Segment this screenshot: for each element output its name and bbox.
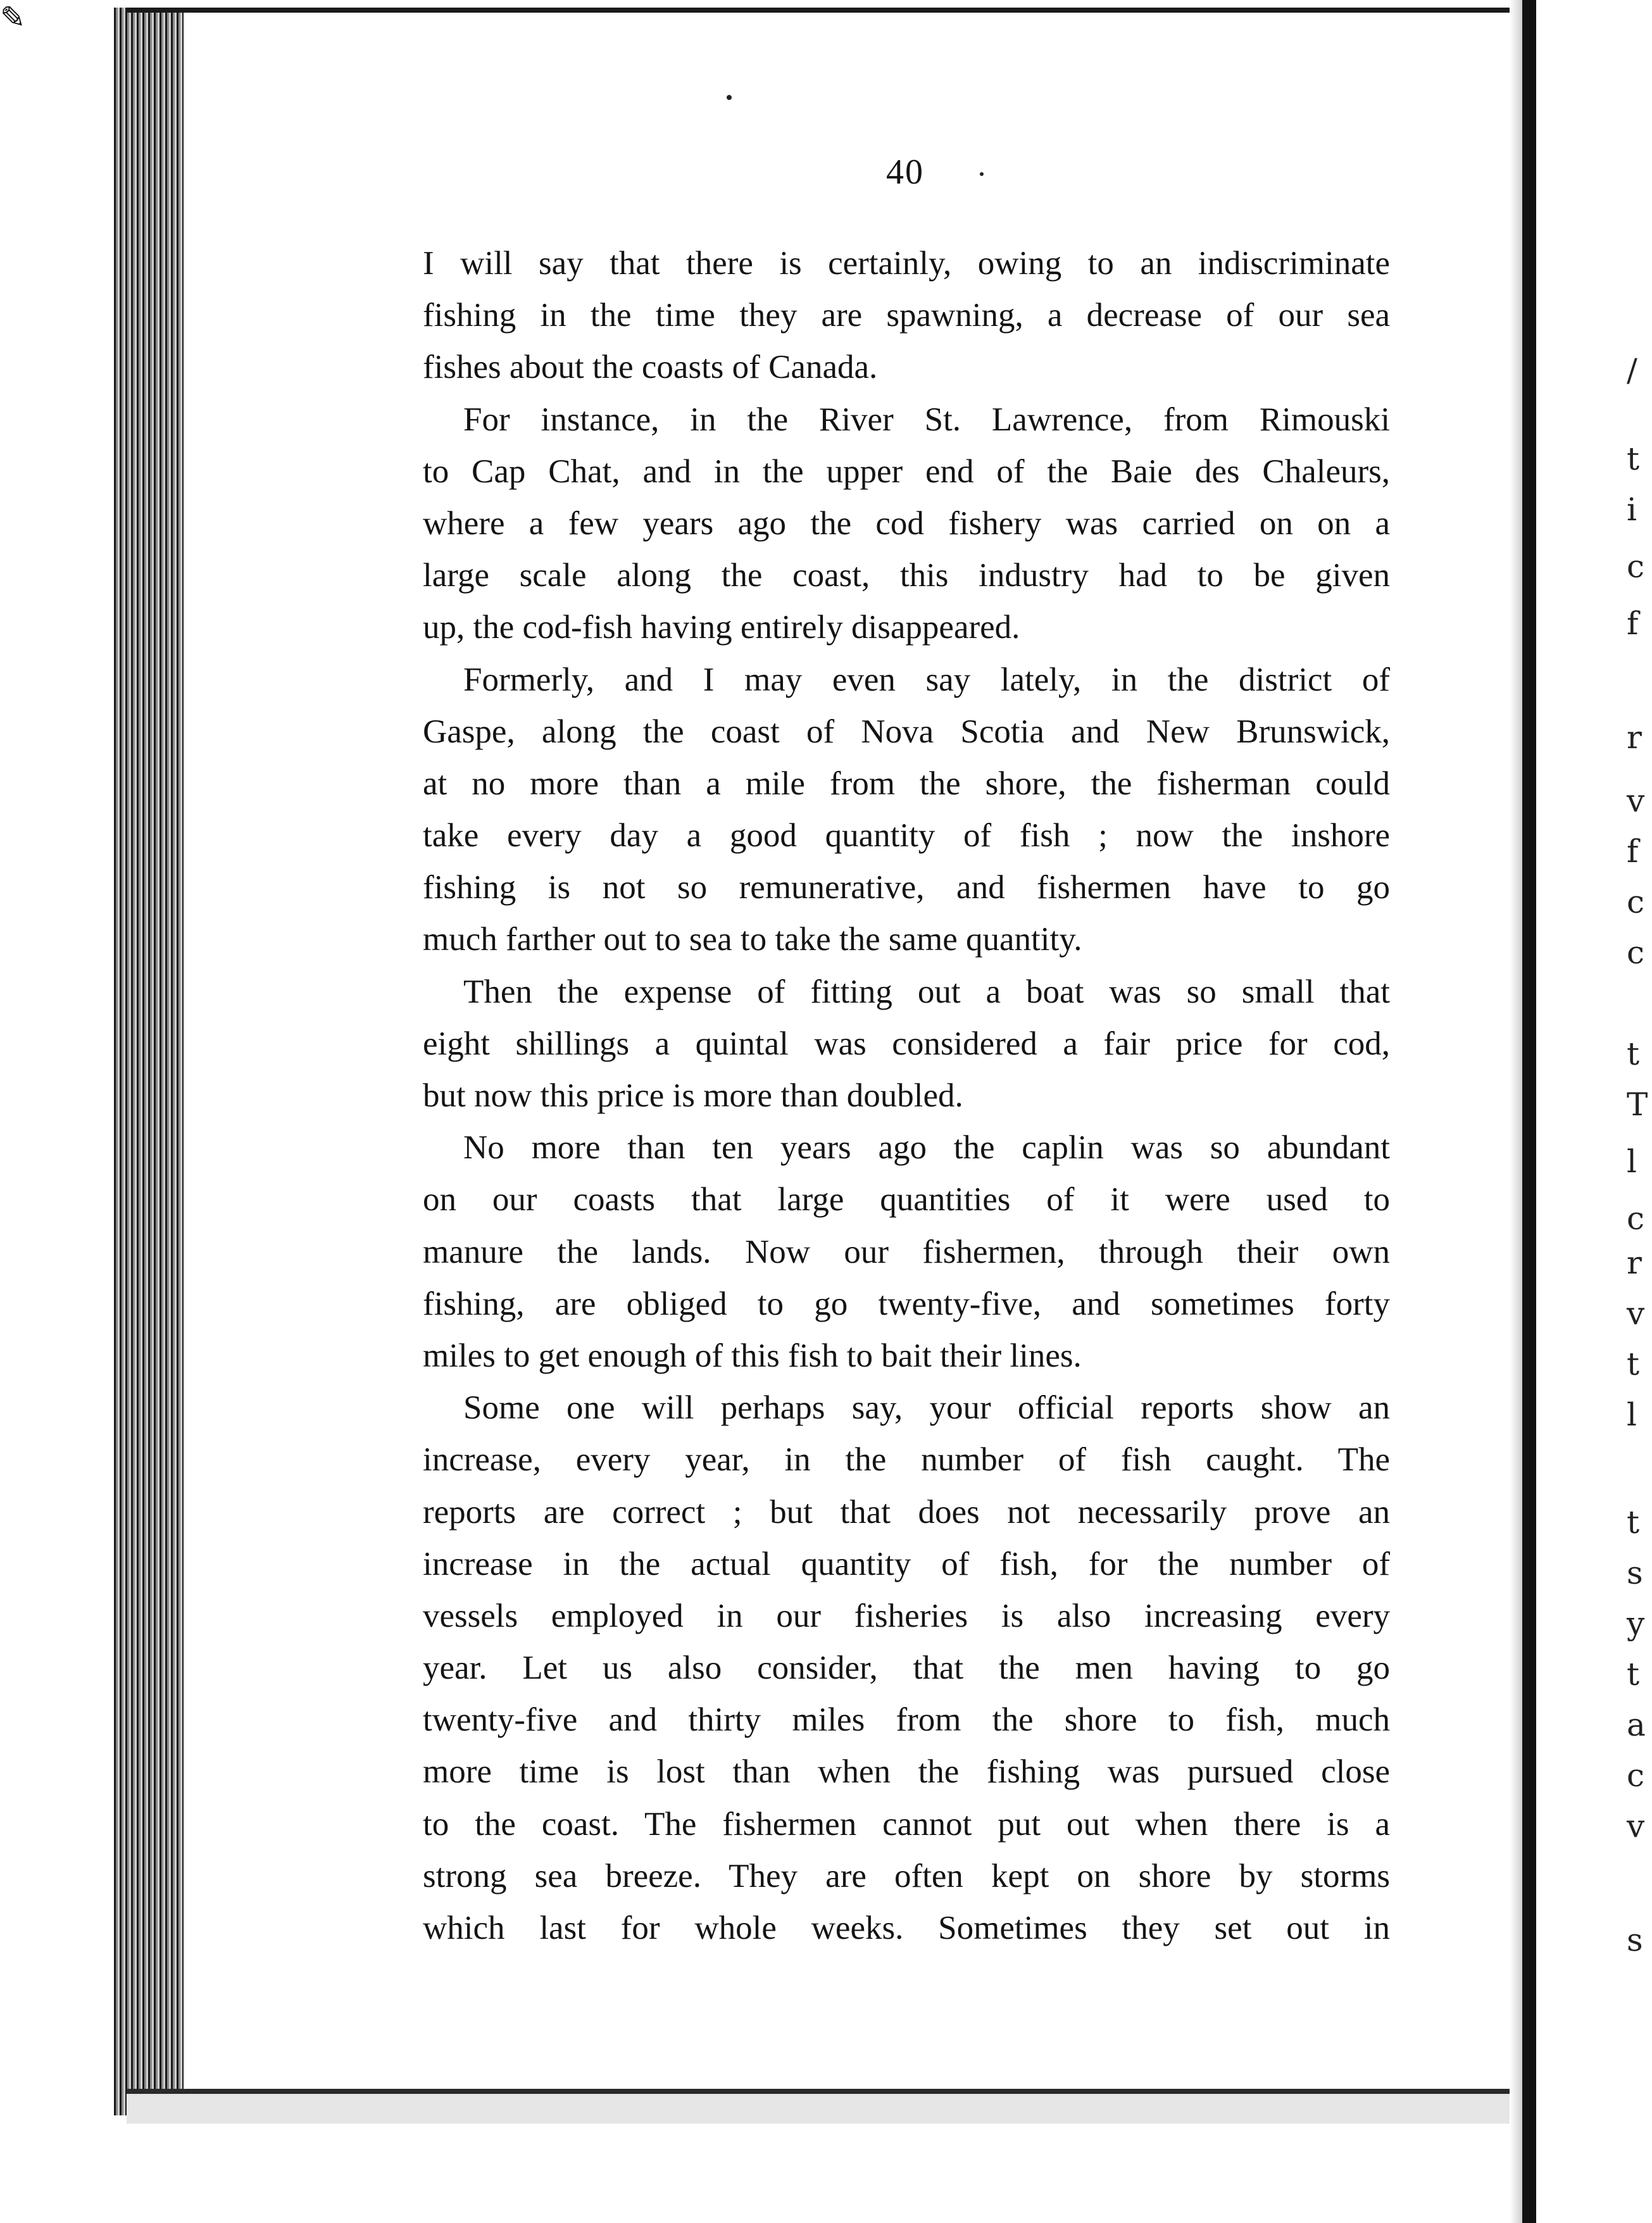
text-line: fishing in the time they are spawning, a decrease of our sea xyxy=(423,297,1390,334)
facing-page-letter-fragment: / xyxy=(1627,352,1637,389)
text-line: Gaspe, along the coast of Nova Scotia and New Brunswick, xyxy=(423,713,1390,750)
paragraph xyxy=(423,966,1390,1122)
facing-page-letter-fragment: s xyxy=(1627,1555,1643,1591)
paragraph xyxy=(423,1382,1390,1954)
facing-page-letter-fragment: T xyxy=(1627,1086,1648,1123)
facing-page-letter-fragment: v xyxy=(1627,1808,1645,1844)
text-line: miles to get enough of this fish to bait their lines. xyxy=(423,1337,1082,1374)
text-line: Some one will perhaps say, your official reports show an xyxy=(463,1389,1390,1427)
facing-page-letter-fragment: f xyxy=(1627,605,1639,642)
book-gutter xyxy=(1522,0,1536,2223)
paragraph xyxy=(423,237,1390,394)
text-line: Formerly, and I may even say lately, in the district of xyxy=(463,661,1390,698)
text-line: reports are correct ; but that does not necessarily prove an xyxy=(423,1493,1390,1531)
text-line: but now this price is more than doubled. xyxy=(423,1077,963,1114)
text-line: strong sea breeze. They are often kept on shore by storms xyxy=(423,1857,1390,1894)
facing-page-letter-fragment: l xyxy=(1627,1396,1637,1433)
facing-page-letter-fragment: t xyxy=(1627,1656,1640,1693)
text-line: twenty-five and thirty miles from the shore to fish, much xyxy=(423,1701,1390,1739)
text-line: on our coasts that large quantities of it were used to xyxy=(423,1181,1390,1218)
text-line: up, the cod-fish having entirely disappeared. xyxy=(423,609,1020,646)
facing-page-letter-fragment: a xyxy=(1627,1706,1646,1743)
text-line: which last for whole weeks. Sometimes they set out in xyxy=(423,1910,1390,1946)
facing-page-letter-fragment: t xyxy=(1627,441,1640,477)
text-line: where a few years ago the cod fishery was carried on on a xyxy=(423,504,1390,542)
facing-page-letter-fragment: v xyxy=(1627,1295,1645,1332)
facing-page-letter-fragment: t xyxy=(1627,1504,1640,1541)
facing-page-letter-fragment: c xyxy=(1627,1200,1645,1237)
text-line: at no more than a mile from the shore, the fisherman could xyxy=(423,765,1390,802)
facing-page-letter-fragment: i xyxy=(1627,491,1637,528)
facing-page-letter-fragment: f xyxy=(1627,833,1639,870)
paragraph xyxy=(423,654,1390,966)
text-line: fishing, are obliged to go twenty-five, and sometimes forty xyxy=(423,1285,1390,1322)
text-line: I will say that there is certainly, owing to an indiscriminate xyxy=(423,245,1390,282)
facing-page-letter-fragment: t xyxy=(1627,1346,1640,1382)
page-number: 40 xyxy=(886,153,924,192)
facing-page-letter-fragment: c xyxy=(1627,1757,1645,1794)
text-line: fishing is not so remunerative, and fishermen have to go xyxy=(423,869,1390,906)
paragraph xyxy=(423,1122,1390,1382)
facing-page-letter-fragment: c xyxy=(1627,934,1645,971)
facing-page-strip xyxy=(1536,0,1638,2223)
text-line: No more than ten years ago the caplin was so abundant xyxy=(463,1129,1390,1167)
text-line: For instance, in the River St. Lawrence, from Rimouski xyxy=(463,401,1390,438)
text-line: increase, every year, in the number of fish caught. The xyxy=(423,1441,1390,1479)
gutter-shadow xyxy=(1510,0,1522,2223)
text-line: much farther out to sea to take the same quantity. xyxy=(423,921,1082,958)
text-line: manure the lands. Now our fishermen, through their own xyxy=(423,1233,1390,1270)
text-line: fishes about the coasts of Canada. xyxy=(423,349,878,386)
scan-corner-mark: ✎ xyxy=(0,0,26,35)
text-line: large scale along the coast, this industry had to be given xyxy=(423,557,1390,594)
book-page-edges xyxy=(114,8,184,2115)
facing-page-letter-fragment: v xyxy=(1627,782,1645,819)
text-line: Then the expense of fitting out a boat was so small that xyxy=(463,973,1390,1010)
facing-page-letter-fragment: c xyxy=(1627,548,1645,585)
scan-speck xyxy=(727,95,732,100)
facing-page-letter-fragment: r xyxy=(1627,1244,1642,1281)
facing-page-letter-fragment: r xyxy=(1627,719,1642,756)
paragraph xyxy=(423,394,1390,654)
page-top-border xyxy=(127,8,1519,13)
text-line: to Cap Chat, and in the upper end of the Baie des Chaleurs, xyxy=(423,453,1390,490)
text-line: take every day a good quantity of fish ; now the inshore xyxy=(423,817,1390,855)
text-line: eight shillings a quintal was considered a fair price for cod, xyxy=(423,1025,1390,1062)
facing-page-letter-fragment: t xyxy=(1627,1036,1640,1072)
text-line: increase in the actual quantity of fish, for the number of xyxy=(423,1545,1390,1582)
text-line: to the coast. The fishermen cannot put out when there is a xyxy=(423,1805,1390,1843)
text-line: vessels employed in our fisheries is also increasing every xyxy=(423,1597,1390,1634)
text-line: year. Let us also consider, that the men having to go xyxy=(423,1650,1390,1687)
facing-page-letter-fragment: s xyxy=(1627,1922,1643,1958)
page-bottom-border xyxy=(127,2089,1538,2124)
body-text xyxy=(423,237,1390,1954)
text-line: more time is lost than when the fishing was pursued close xyxy=(423,1753,1390,1791)
facing-page-letter-fragment: l xyxy=(1627,1143,1637,1180)
facing-page-letter-fragment: y xyxy=(1627,1605,1645,1642)
facing-page-letter-fragment: c xyxy=(1627,884,1645,920)
